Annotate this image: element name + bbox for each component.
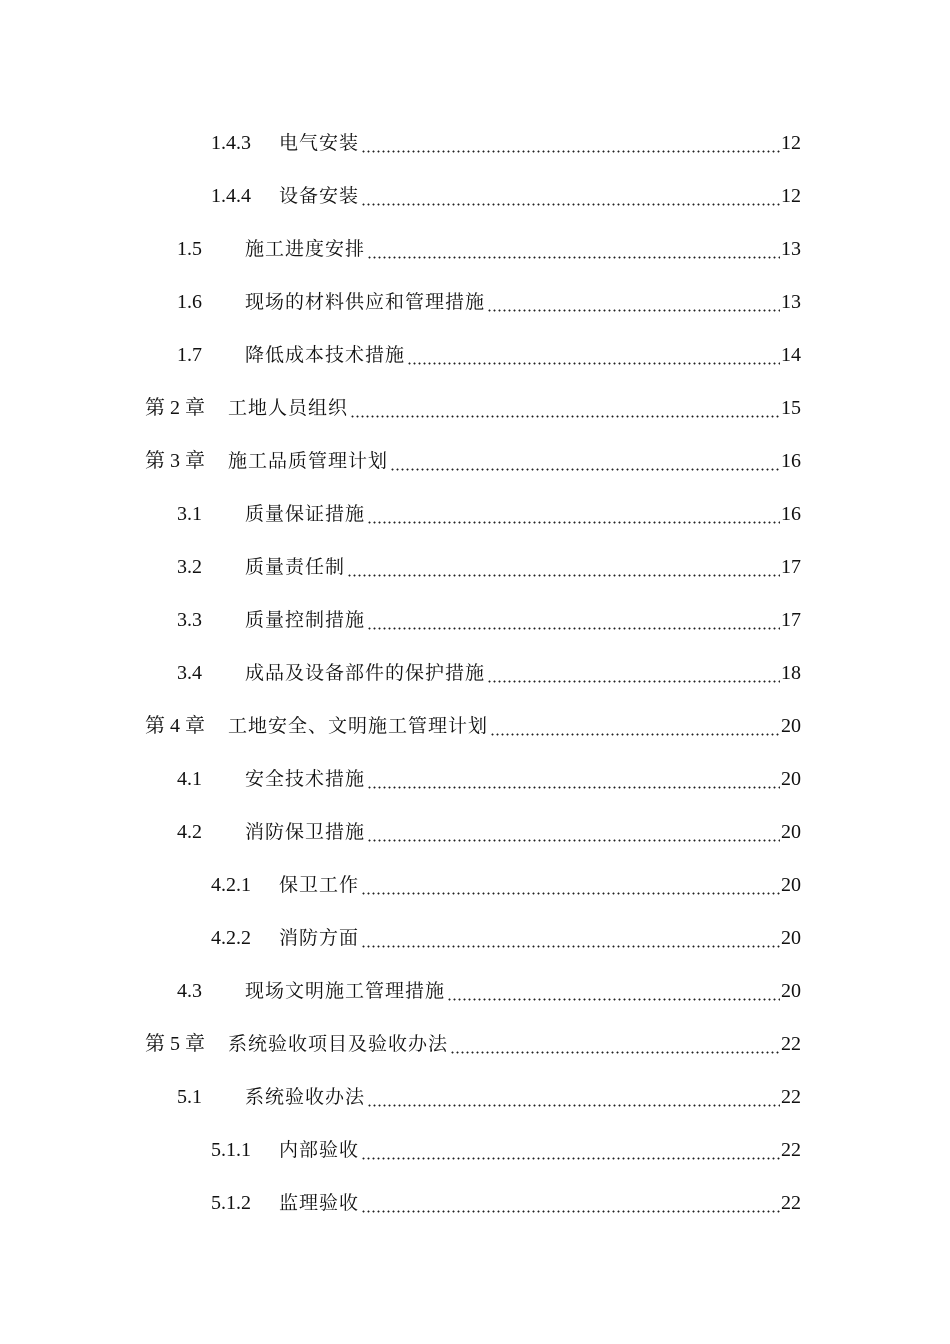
- toc-entry-page: 22: [781, 1086, 801, 1108]
- toc-entry-number: 1.7: [177, 344, 202, 366]
- toc-entry-page: 14: [781, 344, 801, 366]
- toc-entry-page: 17: [781, 609, 801, 631]
- toc-entry[interactable]: [0, 647, 950, 700]
- toc-entry-title: 保卫工作: [279, 874, 360, 896]
- toc-entry-number: 1.4.3: [211, 132, 251, 154]
- toc-entry-title: 成品及设备部件的保护措施: [245, 662, 486, 684]
- toc-entry-number: 第 2 章: [145, 397, 205, 419]
- dot-leader: [447, 982, 780, 1002]
- toc-entry-number: 5.1.1: [211, 1139, 251, 1161]
- toc-entry[interactable]: [0, 912, 950, 965]
- dot-leader: [450, 1035, 780, 1055]
- toc-entry-page: 13: [781, 238, 801, 260]
- toc-entry-title: 系统验收项目及验收办法: [228, 1033, 449, 1055]
- toc-entry-number: 4.2.1: [211, 874, 251, 896]
- toc-entry[interactable]: [0, 435, 950, 488]
- dot-leader: [367, 611, 780, 631]
- toc-entry-title: 现场的材料供应和管理措施: [245, 291, 486, 313]
- toc-entry-title: 消防保卫措施: [245, 821, 366, 843]
- toc-entry-number: 4.1: [177, 768, 202, 790]
- toc-entry[interactable]: [0, 1018, 950, 1071]
- toc-entry-title: 设备安装: [279, 185, 360, 207]
- dot-leader: [367, 505, 780, 525]
- dot-leader: [367, 1088, 780, 1108]
- toc-entry-title: 安全技术措施: [245, 768, 366, 790]
- toc-entry-page: 20: [781, 821, 801, 843]
- dot-leader: [350, 399, 780, 419]
- toc-entry[interactable]: [0, 382, 950, 435]
- toc-entry-page: 20: [781, 927, 801, 949]
- toc-entry-page: 22: [781, 1033, 801, 1055]
- dot-leader: [367, 240, 780, 260]
- dot-leader: [407, 346, 780, 366]
- toc-entry-page: 18: [781, 662, 801, 684]
- toc-entry-number: 3.1: [177, 503, 202, 525]
- toc-entry-title: 质量责任制: [245, 556, 346, 578]
- toc-entry[interactable]: [0, 700, 950, 753]
- toc-entry[interactable]: [0, 753, 950, 806]
- toc-entry-page: 20: [781, 980, 801, 1002]
- toc-entry-title: 现场文明施工管理措施: [245, 980, 446, 1002]
- toc-entry-number: 5.1.2: [211, 1192, 251, 1214]
- toc-entry-page: 22: [781, 1192, 801, 1214]
- toc-entry[interactable]: [0, 594, 950, 647]
- dot-leader: [361, 134, 780, 154]
- toc-entry[interactable]: [0, 965, 950, 1018]
- toc-entry-title: 电气安装: [279, 132, 360, 154]
- toc-entry-title: 施工品质管理计划: [228, 450, 389, 472]
- toc-entry-title: 内部验收: [279, 1139, 360, 1161]
- dot-leader: [361, 187, 780, 207]
- toc-entry-number: 3.2: [177, 556, 202, 578]
- toc-entry-number: 4.2: [177, 821, 202, 843]
- toc-entry-number: 4.3: [177, 980, 202, 1002]
- toc-entry-number: 1.5: [177, 238, 202, 260]
- toc-entry-number: 第 4 章: [145, 715, 205, 737]
- dot-leader: [367, 823, 780, 843]
- toc-entry-title: 降低成本技术措施: [245, 344, 406, 366]
- dot-leader: [361, 929, 780, 949]
- toc-entry-page: 13: [781, 291, 801, 313]
- toc-entry-page: 22: [781, 1139, 801, 1161]
- toc-entry-number: 4.2.2: [211, 927, 251, 949]
- toc-entry[interactable]: [0, 488, 950, 541]
- toc-entry-title: 工地安全、文明施工管理计划: [228, 715, 489, 737]
- toc-entry-number: 1.4.4: [211, 185, 251, 207]
- toc-entry[interactable]: [0, 806, 950, 859]
- toc-entry-page: 20: [781, 715, 801, 737]
- toc-entry-number: 第 5 章: [145, 1033, 205, 1055]
- toc-entry[interactable]: [0, 859, 950, 912]
- toc-entry-page: 20: [781, 874, 801, 896]
- dot-leader: [367, 770, 780, 790]
- toc-entry-page: 15: [781, 397, 801, 419]
- dot-leader: [347, 558, 780, 578]
- toc-entry[interactable]: [0, 1071, 950, 1124]
- toc-entry[interactable]: [0, 1124, 950, 1177]
- toc-entry-page: 12: [781, 185, 801, 207]
- toc-entry-number: 第 3 章: [145, 450, 205, 472]
- toc-entry-page: 17: [781, 556, 801, 578]
- toc-entry[interactable]: [0, 223, 950, 276]
- table-of-contents: [0, 117, 950, 1230]
- dot-leader: [390, 452, 780, 472]
- toc-entry-page: 16: [781, 450, 801, 472]
- dot-leader: [487, 293, 780, 313]
- toc-entry-number: 1.6: [177, 291, 202, 313]
- dot-leader: [361, 1194, 780, 1214]
- toc-entry-title: 系统验收办法: [245, 1086, 366, 1108]
- toc-entry-page: 16: [781, 503, 801, 525]
- toc-entry[interactable]: [0, 1177, 950, 1230]
- toc-entry-title: 施工进度安排: [245, 238, 366, 260]
- toc-entry-title: 监理验收: [279, 1192, 360, 1214]
- dot-leader: [361, 1141, 780, 1161]
- dot-leader: [361, 876, 780, 896]
- dot-leader: [490, 717, 780, 737]
- toc-entry[interactable]: [0, 276, 950, 329]
- toc-entry[interactable]: [0, 541, 950, 594]
- toc-entry-title: 质量控制措施: [245, 609, 366, 631]
- toc-entry[interactable]: [0, 117, 950, 170]
- toc-entry-number: 3.4: [177, 662, 202, 684]
- toc-entry-number: 5.1: [177, 1086, 202, 1108]
- toc-entry[interactable]: [0, 329, 950, 382]
- toc-entry-title: 质量保证措施: [245, 503, 366, 525]
- toc-entry-page: 12: [781, 132, 801, 154]
- toc-entry-title: 工地人员组织: [228, 397, 349, 419]
- dot-leader: [487, 664, 780, 684]
- toc-entry-number: 3.3: [177, 609, 202, 631]
- toc-entry-page: 20: [781, 768, 801, 790]
- toc-entry-title: 消防方面: [279, 927, 360, 949]
- toc-entry[interactable]: [0, 170, 950, 223]
